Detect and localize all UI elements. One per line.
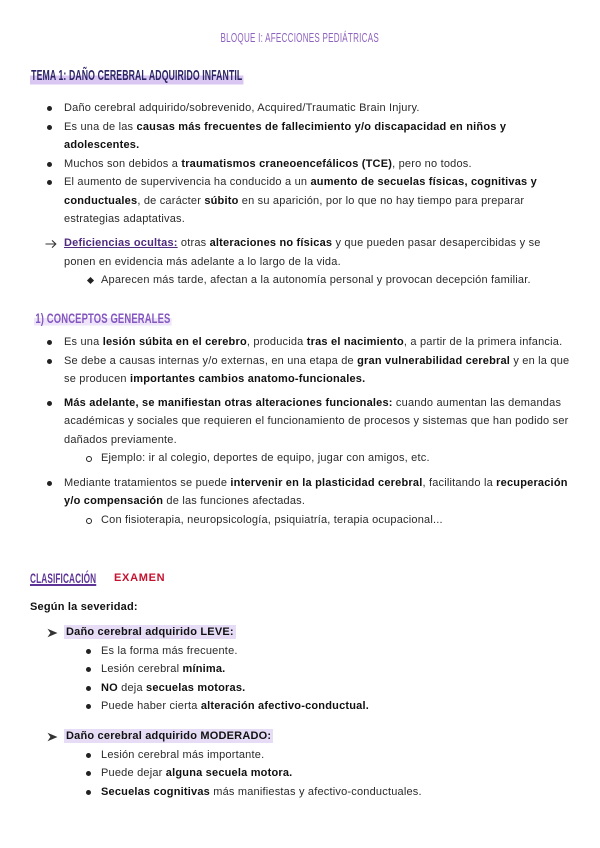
bold-text: lesión súbita en el cerebro bbox=[102, 336, 247, 348]
item-text: Es la forma más frecuente. bbox=[101, 644, 238, 657]
list-item bbox=[0, 99, 574, 118]
arrowhead-bullet-icon bbox=[47, 732, 58, 742]
bold-text: secuelas motoras. bbox=[146, 681, 246, 694]
item-text: , facilitando la bbox=[422, 476, 497, 489]
bullet-icon bbox=[86, 667, 91, 672]
item-text: y que pueden pasar desapercibidas y se ponen en evidencia más adelante a lo largo de la vida. bbox=[64, 237, 541, 268]
exam-tag: EXAMEN bbox=[114, 572, 166, 584]
classification-title: CLASIFICACIÓN bbox=[30, 570, 97, 586]
level-label-row bbox=[0, 727, 574, 746]
bold-text: recuperación y/o compensación bbox=[64, 476, 568, 507]
item-text: Aparecen más tarde, afectan a la autonomía personal y provocan decepción familiar. bbox=[101, 274, 531, 286]
bullet-icon bbox=[47, 162, 52, 167]
arrow-right-icon bbox=[45, 239, 57, 249]
item-text: , a partir de la primera infancia. bbox=[403, 336, 563, 348]
sub-item bbox=[0, 660, 574, 679]
list-item bbox=[0, 474, 574, 511]
item-text: cuando aumentan las demandas académicas y sociales que requieren el funcionamiento de procesos y sistemas que han podido ser dañados previamente. bbox=[64, 396, 569, 446]
sub-item bbox=[0, 783, 574, 802]
item-text: , de carácter bbox=[137, 194, 205, 207]
bullet-icon bbox=[47, 401, 52, 406]
item-text: Es una bbox=[64, 336, 103, 348]
item-text: Es una de las bbox=[64, 120, 137, 133]
block-title: BLOQUE I: AFECCIONES PEDIÁTRICAS bbox=[220, 30, 380, 45]
item-text: otras bbox=[177, 237, 210, 249]
level-label: Daño cerebral adquirido LEVE: bbox=[66, 626, 234, 638]
hollow-bullet-icon bbox=[86, 456, 92, 462]
bold-text: Más adelante, se manifiestan otras alteraciones funcionales: bbox=[64, 396, 393, 409]
item-text: Puede dejar bbox=[101, 767, 166, 779]
intro-list bbox=[0, 99, 600, 229]
item-text: Se debe a causas internas y/o externas, en una etapa de bbox=[64, 354, 358, 367]
bold-text: mínima. bbox=[182, 663, 226, 675]
item-text: Con fisioterapia, neuropsicología, psiquiatría, terapia ocupacional... bbox=[101, 513, 443, 526]
section-title: 1) CONCEPTOS GENERALES bbox=[35, 310, 171, 326]
bullet-icon bbox=[47, 125, 52, 130]
bold-text: tras el nacimiento bbox=[306, 336, 404, 348]
item-text: Muchos son debidos a bbox=[64, 157, 182, 170]
bullet-icon bbox=[47, 481, 52, 486]
item-text: El aumento de supervivencia ha conducido a un bbox=[64, 176, 311, 188]
arrow-item bbox=[0, 234, 574, 271]
list-item bbox=[0, 173, 574, 229]
item-text: Ejemplo: ir al colegio, deportes de equipo, jugar con amigos, etc. bbox=[101, 452, 430, 464]
bullet-icon bbox=[47, 340, 52, 345]
list-item bbox=[0, 394, 574, 450]
item-text: Puede haber cierta bbox=[101, 700, 201, 712]
block-header bbox=[0, 29, 600, 48]
item-text: , producida bbox=[246, 336, 307, 348]
bullet-icon bbox=[86, 771, 91, 776]
level-moderado-block bbox=[0, 727, 600, 801]
bold-text: alteraciones no físicas bbox=[209, 237, 333, 249]
hollow-bullet-icon bbox=[86, 518, 92, 524]
bold-text: súbito bbox=[204, 194, 239, 207]
item-text: en su aparición, por lo que no hay tiempo para preparar estrategias adaptativas. bbox=[64, 194, 525, 225]
bold-text: alguna secuela motora. bbox=[165, 767, 293, 779]
bold-text: Secuelas cognitivas bbox=[101, 785, 210, 798]
item-text: de las funciones afectadas. bbox=[163, 495, 306, 507]
classification-criterion: Según la severidad: bbox=[30, 601, 138, 613]
bullet-icon bbox=[86, 704, 91, 709]
hidden-deficits-block bbox=[0, 234, 600, 290]
level-leve-block bbox=[0, 623, 600, 716]
diamond-bullet-icon bbox=[87, 277, 94, 284]
bullet-icon bbox=[86, 649, 91, 654]
item-text: Lesión cerebral bbox=[101, 663, 183, 675]
sub-item bbox=[0, 746, 574, 765]
sub-item bbox=[0, 642, 574, 661]
tema-heading bbox=[30, 66, 398, 87]
list-item bbox=[0, 118, 574, 155]
sub-item bbox=[0, 697, 574, 716]
arrowhead-bullet-icon bbox=[47, 628, 58, 638]
level-label: Daño cerebral adquirido MODERADO: bbox=[66, 730, 272, 742]
bullet-icon bbox=[86, 686, 91, 691]
item-text: Mediante tratamientos se puede bbox=[64, 476, 231, 489]
list-item bbox=[0, 155, 574, 174]
sub-item bbox=[0, 679, 574, 698]
sub-item bbox=[0, 271, 574, 290]
concepts-list bbox=[0, 333, 600, 529]
bullet-icon bbox=[47, 359, 52, 364]
bold-text: alteración afectivo-conductual. bbox=[200, 700, 369, 712]
item-text: , pero no todos. bbox=[392, 157, 472, 170]
tema-title: TEMA 1: DAÑO CEREBRAL ADQUIRIDO INFANTIL bbox=[31, 67, 243, 84]
item-text: más manifiestas y afectivo-conductuales. bbox=[209, 785, 422, 798]
list-item bbox=[0, 352, 574, 389]
sub-item bbox=[0, 511, 574, 530]
item-text: deja bbox=[117, 681, 147, 694]
bold-text: intervenir en la plasticidad cerebral bbox=[230, 476, 423, 489]
sub-item bbox=[0, 449, 574, 468]
bold-text: aumento de secuelas físicas, cognitivas y conductuales bbox=[64, 176, 537, 207]
bullet-icon bbox=[47, 106, 52, 111]
bold-text: importantes cambios anatomo-funcionales. bbox=[130, 373, 366, 385]
section-heading bbox=[34, 309, 238, 329]
bold-text: gran vulnerabilidad cerebral bbox=[357, 354, 511, 367]
list-item bbox=[0, 333, 574, 352]
bold-text: causas más frecuentes de fallecimiento y/o discapacidad en niños y adolescentes. bbox=[64, 120, 507, 151]
hidden-deficits-label: Deficiencias ocultas: bbox=[64, 237, 178, 249]
item-text: Daño cerebral adquirido/sobrevenido, Acquired/Traumatic Brain Injury. bbox=[64, 102, 420, 114]
sub-item bbox=[0, 764, 574, 783]
level-label-row bbox=[0, 623, 574, 642]
bullet-icon bbox=[86, 790, 91, 795]
bold-text: traumatismos craneoencefálicos (TCE) bbox=[181, 157, 393, 170]
item-text: y en la que se producen bbox=[64, 354, 570, 385]
bullet-icon bbox=[47, 180, 52, 185]
bullet-icon bbox=[86, 753, 91, 758]
item-text: Lesión cerebral más importante. bbox=[101, 748, 265, 761]
bold-text: NO bbox=[101, 681, 118, 694]
